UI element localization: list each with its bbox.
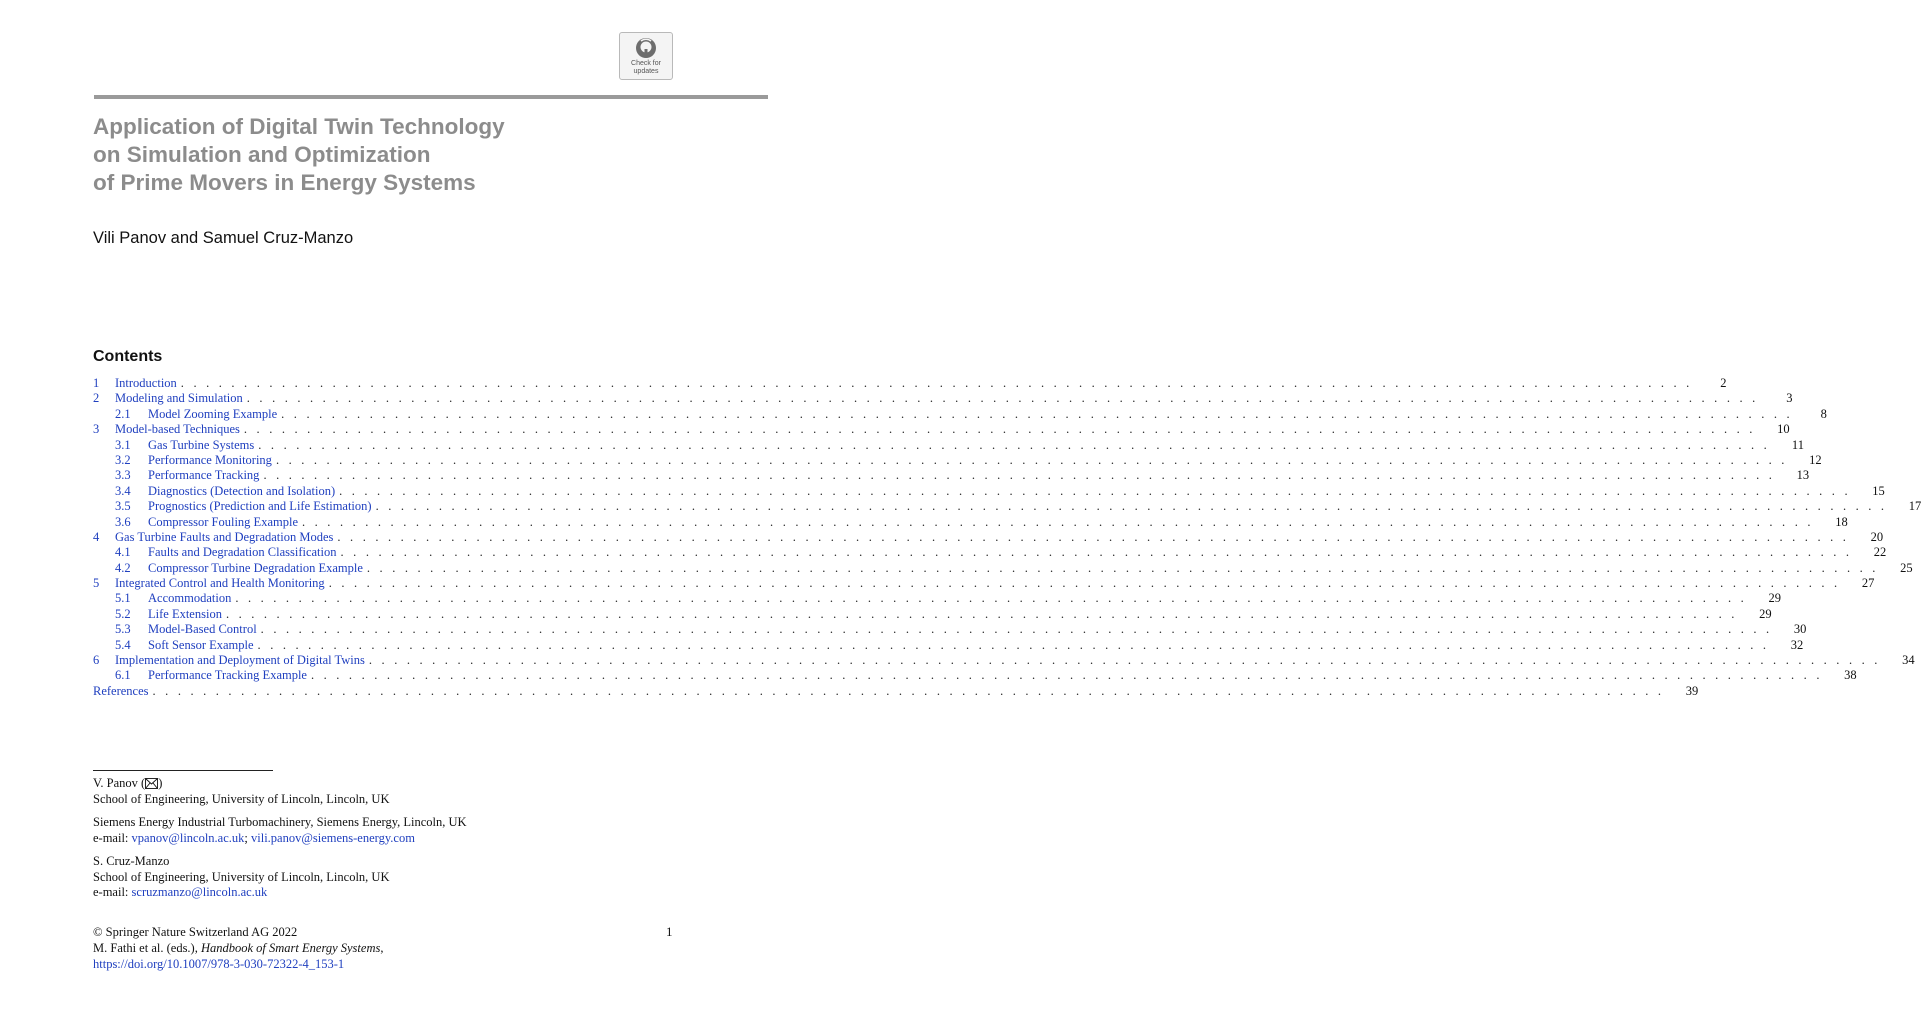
panov-affiliation: School of Engineering, University of Lincoln, Lincoln, UK: [93, 791, 390, 806]
toc-entry-label[interactable]: Soft Sensor Example: [148, 637, 254, 652]
editors: M. Fathi et al. (eds.),: [93, 941, 201, 955]
toc-entry[interactable]: [93, 452, 1822, 468]
panov-name-line: [93, 776, 467, 792]
toc-entry-page: 27: [1861, 576, 1875, 591]
chapter-title: [93, 113, 693, 197]
check-updates-icon: [635, 37, 657, 59]
toc-entry-label[interactable]: Accommodation: [148, 591, 232, 606]
toc-entry-label[interactable]: Introduction: [115, 376, 177, 390]
toc-entry-label[interactable]: Diagnostics (Detection and Isolation): [148, 483, 336, 498]
badge-text: [631, 60, 661, 76]
toc-entry[interactable]: [93, 499, 1921, 514]
toc-leader-dots: . . . . . . . . . . . . . . . . . . . . . . . . . . . . . . . . . . . . . . . . . . . . . . . . . . . . . . . . . . . . . . . . . . . . . . . . . . . . . . . . . . . . . . . . . . . . . . . . . . . . . . . . . . . . . . . . . . . . . . . .: [340, 545, 1853, 560]
toc-entry-label[interactable]: Performance Tracking Example: [148, 668, 307, 683]
toc-leader-dots: . . . . . . . . . . . . . . . . . . . . . . . . . . . . . . . . . . . . . . . . . . . . . . . . . . . . . . . . . . . . . . . . . . . . . . . . . . . . . . . . . . . . . . . . . . . . . . . . . . . . . . . . . . . . . . . . . . . . . . . .: [225, 606, 1738, 621]
toc-entry-number[interactable]: 3.6: [115, 514, 131, 529]
toc-entry-number[interactable]: 3.3: [115, 468, 131, 483]
toc-entry-number[interactable]: 5: [93, 576, 100, 591]
toc-entry[interactable]: [93, 406, 1827, 422]
book-title: Handbook of Smart Energy Systems: [200, 941, 381, 955]
toc-entry-label[interactable]: Model-Based Control: [148, 622, 257, 637]
toc-leader-dots: . . . . . . . . . . . . . . . . . . . . . . . . . . . . . . . . . . . . . . . . . . . . . . . . . . . . . . . . . . . . . . . . . . . . . . . . . . . . . . . . . . . . . . . . . . . . . . . . . . . . . . . . . . . . . . . . . . . . . . . .: [257, 637, 1770, 652]
panov-name: V. Panov (: [93, 776, 146, 790]
toc-leader-dots: . . . . . . . . . . . . . . . . . . . . . . . . . . . . . . . . . . . . . . . . . . . . . . . . . . . . . . . . . . . . . . . . . . . . . . . . . . . . . . . . . . . . . . . . . . . . . . . . . . . . . . . . . . . . . . . . . . . . . . . .: [366, 560, 1879, 575]
toc-entry-number[interactable]: 4.1: [115, 545, 131, 560]
toc-entry-label[interactable]: Integrated Control and Health Monitoring: [115, 576, 325, 591]
toc-entry[interactable]: [93, 545, 1887, 560]
panov-name-close: ): [158, 776, 163, 790]
publication-info: [93, 924, 383, 972]
toc-leader-dots: . . . . . . . . . . . . . . . . . . . . . . . . . . . . . . . . . . . . . . . . . . . . . . . . . . . . . . . . . . . . . . . . . . . . . . . . . . . . . . . . . . . . . . . . . . . . . . . . . . . . . . . . . . . . . . . . . . . . . . . .: [375, 499, 1888, 514]
panov-email-line: [93, 831, 467, 847]
cruz-affiliation: School of Engineering, University of Lincoln, Lincoln, UK: [93, 869, 390, 884]
copyright: © Springer Nature Switzerland AG 2022: [93, 925, 298, 939]
siemens-footnote: [93, 815, 467, 846]
toc-entry-page: 3: [1786, 391, 1793, 406]
page-number: 1: [666, 924, 673, 939]
toc-entry-number[interactable]: 6.1: [115, 668, 131, 683]
email-separator: ;: [244, 830, 252, 845]
toc-entry-number[interactable]: 5.2: [115, 606, 131, 621]
toc-entry-page: 38: [1844, 668, 1857, 683]
title-line-1: Application of Digital Twin Technology: [93, 114, 505, 139]
email-prefix: e-mail:: [93, 830, 132, 845]
toc-leader-dots: . . . . . . . . . . . . . . . . . . . . . . . . . . . . . . . . . . . . . . . . . . . . . . . . . . . . . . . . . . . . . . . . . . . . . . . . . . . . . . . . . . . . . . . . . . . . . . . . . . . . . . . . . . . . . . . . . . . . . . . .: [337, 529, 1850, 544]
toc-entry-page: 18: [1835, 514, 1848, 529]
badge-line-1: Check for: [631, 60, 661, 67]
toc-entry-number[interactable]: 3: [93, 422, 100, 437]
authors: Vili Panov and Samuel Cruz-Manzo: [93, 229, 354, 247]
toc-entry-label[interactable]: Implementation and Deployment of Digital Twins: [115, 653, 365, 668]
panov-footnote: [93, 776, 467, 807]
toc-entry[interactable]: [93, 653, 1915, 668]
toc-entry-page: 2: [1720, 376, 1727, 390]
toc-leader-dots: . . . . . . . . . . . . . . . . . . . . . . . . . . . . . . . . . . . . . . . . . . . . . . . . . . . . . . . . . . . . . . . . . . . . . . . . . . . . . . . . . . . . . . . . . . . . . . . . . . . . . . . . . . . . . . . . . . . . . . . .: [368, 653, 1881, 668]
siemens-affiliation: Siemens Energy Industrial Turbomachinery, Siemens Energy, Lincoln, UK: [93, 815, 467, 829]
cruz-email-line: [93, 885, 467, 901]
toc-entry-number[interactable]: 3.4: [115, 483, 131, 498]
table-of-contents: [93, 376, 1921, 699]
toc-entry-page: 22: [1873, 545, 1887, 560]
cruz-name: S. Cruz-Manzo: [93, 854, 170, 868]
header-rule: [94, 95, 768, 99]
toc-entry-number[interactable]: 3.2: [115, 452, 131, 467]
email-prefix: e-mail:: [93, 885, 132, 899]
badge-line-2: updates: [633, 68, 659, 75]
toc-entry-page: 20: [1870, 529, 1884, 544]
toc-entry-page: 39: [1685, 683, 1699, 698]
toc-entry-number[interactable]: 3.5: [115, 499, 131, 514]
toc-entry-number[interactable]: 4: [93, 529, 100, 544]
toc-leader-dots: . . . . . . . . . . . . . . . . . . . . . . . . . . . . . . . . . . . . . . . . . . . . . . . . . . . . . . . . . . . . . . . . . . . . . . . . . . . . . . . . . . . . . . . . . . . . . . . . . . . . . . . . . . . . . . . . . . . . . . . .: [281, 406, 1793, 421]
toc-leader-dots: . . . . . . . . . . . . . . . . . . . . . . . . . . . . . . . . . . . . . . . . . . . . . . . . . . . . . . . . . . . . . . . . . . . . . . . . . . . . . . . . . . . . . . . . . . . . . . . . . . . . . . . . . . . . . . . . . . . . . . . .: [246, 391, 1759, 406]
envelope-icon: [145, 778, 158, 789]
toc-entry[interactable]: [93, 560, 1913, 576]
toc-entry-label[interactable]: Faults and Degradation Classification: [148, 545, 337, 560]
toc-entry-number[interactable]: 5.3: [115, 622, 131, 637]
toc-entry[interactable]: [93, 591, 1782, 606]
doi-link[interactable]: https://doi.org/10.1007/978-3-030-72322-4_153-1: [93, 957, 345, 971]
footnotes: [93, 776, 467, 909]
toc-entry-page: 17: [1908, 499, 1921, 514]
toc-entry[interactable]: [93, 391, 1793, 406]
toc-entry-page: 15: [1872, 483, 1885, 498]
toc-leader-dots: . . . . . . . . . . . . . . . . . . . . . . . . . . . . . . . . . . . . . . . . . . . . . . . . . . . . . . . . . . . . . . . . . . . . . . . . . . . . . . . . . . . . . . . . . . . . . . . . . . . . . . . . . . . . . . . . . . . . . . . .: [302, 514, 1814, 529]
toc-entry-label[interactable]: Life Extension: [148, 606, 222, 621]
toc-entry[interactable]: [93, 437, 1804, 453]
toc-entry[interactable]: [93, 637, 1804, 653]
toc-entry-number[interactable]: 5.1: [115, 591, 131, 606]
toc-entry-label[interactable]: Gas Turbine Systems: [148, 437, 255, 452]
contents-heading: Contents: [93, 348, 163, 365]
cruz-footnote: [93, 854, 467, 901]
toc-leader-dots: . . . . . . . . . . . . . . . . . . . . . . . . . . . . . . . . . . . . . . . . . . . . . . . . . . . . . . . . . . . . . . . . . . . . . . . . . . . . . . . . . . . . . . . . . . . . . . . . . . . . . . . . . . . . . . . . . . . . . . . .: [152, 683, 1665, 698]
toc-entry-label[interactable]: Modeling and Simulation: [115, 391, 243, 406]
check-for-updates-badge[interactable]: [619, 32, 673, 80]
title-line-2: on Simulation and Optimization: [93, 142, 431, 167]
toc-entry-page: 10: [1777, 422, 1790, 437]
toc-leader-dots: . . . . . . . . . . . . . . . . . . . . . . . . . . . . . . . . . . . . . . . . . . . . . . . . . . . . . . . . . . . . . . . . . . . . . . . . . . . . . . . . . . . . . . . . . . . . . . . . . . . . . . . . . . . . . . . . . . . . . . . .: [260, 622, 1773, 637]
toc-entry-number[interactable]: 6: [93, 653, 100, 668]
toc-entry[interactable]: [93, 529, 1884, 545]
toc-entry[interactable]: [93, 468, 1810, 483]
toc-entry[interactable]: [93, 376, 1727, 391]
cruz-email-link[interactable]: scruzmanzo@lincoln.ac.uk: [131, 885, 268, 899]
toc-entry-label[interactable]: Model-based Techniques: [115, 422, 240, 437]
toc-leader-dots: . . . . . . . . . . . . . . . . . . . . . . . . . . . . . . . . . . . . . . . . . . . . . . . . . . . . . . . . . . . . . . . . . . . . . . . . . . . . . . . . . . . . . . . . . . . . . . . . . . . . . . . . . . . . . . . . . . . . . . . .: [243, 422, 1756, 437]
toc-leader-dots: . . . . . . . . . . . . . . . . . . . . . . . . . . . . . . . . . . . . . . . . . . . . . . . . . . . . . . . . . . . . . . . . . . . . . . . . . . . . . . . . . . . . . . . . . . . . . . . . . . . . . . . . . . . . . . . . . . . . . . . .: [258, 437, 1770, 452]
toc-entry[interactable]: [93, 668, 1857, 683]
book-title-tail: ,: [380, 941, 384, 955]
toc-entry-label[interactable]: Compressor Fouling Example: [148, 514, 298, 529]
toc-entry-page: 30: [1793, 622, 1807, 637]
toc-entry-label[interactable]: Prognostics (Prediction and Life Estimation): [148, 499, 372, 514]
toc-entry-label[interactable]: Compressor Turbine Degradation Example: [148, 560, 363, 575]
toc-entry-number[interactable]: 2: [93, 391, 100, 406]
toc-entry-number[interactable]: 3.1: [115, 437, 131, 452]
toc-leader-dots: . . . . . . . . . . . . . . . . . . . . . . . . . . . . . . . . . . . . . . . . . . . . . . . . . . . . . . . . . . . . . . . . . . . . . . . . . . . . . . . . . . . . . . . . . . . . . . . . . . . . . . . . . . . . . . . . . . . . . . . .: [328, 576, 1841, 591]
toc-entry-number[interactable]: 5.4: [115, 637, 131, 652]
toc-entry-label[interactable]: Gas Turbine Faults and Degradation Modes: [115, 529, 334, 544]
toc-entry-label[interactable]: Model Zooming Example: [148, 406, 278, 421]
toc-leader-dots: . . . . . . . . . . . . . . . . . . . . . . . . . . . . . . . . . . . . . . . . . . . . . . . . . . . . . . . . . . . . . . . . . . . . . . . . . . . . . . . . . . . . . . . . . . . . . . . . . . . . . . . . . . . . . . . . . . . . . . . .: [339, 483, 1851, 498]
toc-leader-dots: . . . . . . . . . . . . . . . . . . . . . . . . . . . . . . . . . . . . . . . . . . . . . . . . . . . . . . . . . . . . . . . . . . . . . . . . . . . . . . . . . . . . . . . . . . . . . . . . . . . . . . . . . . . . . . . . . . . . . . . .: [310, 668, 1823, 683]
toc-entry-label[interactable]: Performance Monitoring: [148, 452, 272, 467]
toc-entry-page: 32: [1790, 637, 1804, 652]
toc-leader-dots: . . . . . . . . . . . . . . . . . . . . . . . . . . . . . . . . . . . . . . . . . . . . . . . . . . . . . . . . . . . . . . . . . . . . . . . . . . . . . . . . . . . . . . . . . . . . . . . . . . . . . . . . . . . . . . . . . . . . . . . .: [235, 591, 1748, 606]
toc-entry-label[interactable]: Performance Tracking: [148, 468, 260, 483]
toc-entry-page: 25: [1900, 560, 1913, 575]
panov-email-link-2[interactable]: vili.panov@siemens-energy.com: [251, 830, 415, 845]
toc-entry-number[interactable]: 4.2: [115, 560, 131, 575]
toc-leader-dots: . . . . . . . . . . . . . . . . . . . . . . . . . . . . . . . . . . . . . . . . . . . . . . . . . . . . . . . . . . . . . . . . . . . . . . . . . . . . . . . . . . . . . . . . . . . . . . . . . . . . . . . . . . . . . . . . . . . . . . . .: [263, 468, 1776, 483]
toc-entry-page: 29: [1768, 591, 1782, 606]
toc-entry[interactable]: [93, 483, 1885, 499]
toc-leader-dots: . . . . . . . . . . . . . . . . . . . . . . . . . . . . . . . . . . . . . . . . . . . . . . . . . . . . . . . . . . . . . . . . . . . . . . . . . . . . . . . . . . . . . . . . . . . . . . . . . . . . . . . . . . . . . . . . . . . . . . . .: [275, 452, 1788, 467]
toc-entry-page: 34: [1902, 653, 1915, 668]
toc-entry[interactable]: [93, 622, 1807, 637]
toc-entry[interactable]: [93, 606, 1772, 622]
panov-email-link-1[interactable]: vpanov@lincoln.ac.uk: [131, 830, 245, 845]
toc-leader-dots: . . . . . . . . . . . . . . . . . . . . . . . . . . . . . . . . . . . . . . . . . . . . . . . . . . . . . . . . . . . . . . . . . . . . . . . . . . . . . . . . . . . . . . . . . . . . . . . . . . . . . . . . . . . . . . . . . . . . . . . .: [180, 376, 1693, 390]
toc-entry[interactable]: [93, 576, 1875, 591]
footnote-rule: [93, 770, 273, 771]
toc-entry-page: 11: [1791, 437, 1804, 452]
toc-entry[interactable]: [93, 514, 1848, 530]
toc-entry-page: 29: [1759, 606, 1772, 621]
toc-entry-page: 8: [1820, 406, 1827, 421]
toc-entry-label[interactable]: References: [93, 683, 149, 698]
toc-entry-number[interactable]: 2.1: [115, 406, 131, 421]
toc-entry-number[interactable]: 1: [93, 376, 100, 390]
toc-entry[interactable]: [93, 422, 1790, 437]
toc-entry[interactable]: [93, 683, 1699, 699]
title-line-3: of Prime Movers in Energy Systems: [93, 170, 476, 195]
toc-entry-page: 12: [1809, 452, 1822, 467]
editors-line: [93, 940, 383, 956]
toc-entry-page: 13: [1796, 468, 1810, 483]
